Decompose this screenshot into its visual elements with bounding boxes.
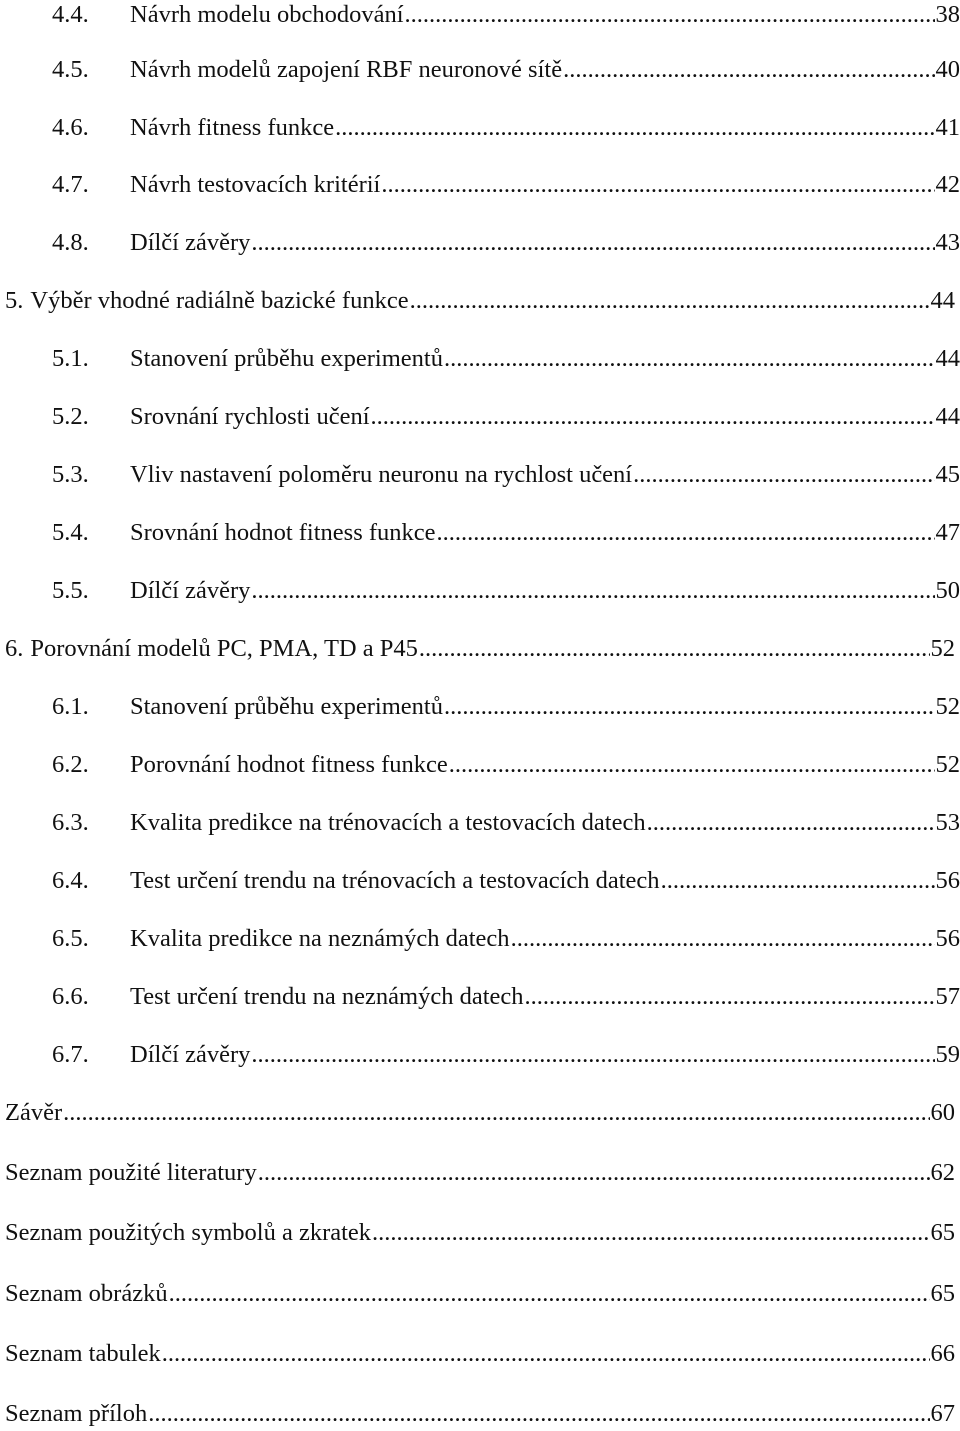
toc-leader-dots xyxy=(633,460,934,490)
toc-entry-number: 4.7. xyxy=(52,171,89,198)
toc-entry-title: Srovnání rychlosti učení xyxy=(130,403,370,430)
toc-entry-title: Seznam použitých symbolů a zkratek xyxy=(5,1219,372,1246)
toc-entry-page: 44 xyxy=(930,287,955,314)
toc-entry-title: Stanovení průběhu experimentů xyxy=(130,345,443,372)
toc-leader-dots xyxy=(410,286,930,316)
toc-entry-number: 6.6. xyxy=(52,983,89,1010)
toc-leader-dots xyxy=(405,0,935,30)
toc-entry-number: 5. xyxy=(5,287,24,314)
toc-entry-title: Dílčí závěry xyxy=(130,577,251,604)
toc-entry[interactable] xyxy=(52,866,960,896)
toc-entry-number: 5.3. xyxy=(52,461,89,488)
toc-entry-title: Porovnání modelů PC, PMA, TD a P45 xyxy=(30,635,418,662)
toc-leader-dots xyxy=(335,113,934,143)
toc-entry[interactable] xyxy=(52,113,960,143)
toc-entry-title: Seznam použité literatury xyxy=(5,1159,257,1186)
toc-entry-title: Výběr vhodné radiálně bazické funkce xyxy=(30,287,409,314)
toc-section-entry[interactable] xyxy=(5,1218,955,1248)
toc-entry[interactable] xyxy=(52,55,960,85)
toc-entry-title: Test určení trendu na trénovacích a testovacích datech xyxy=(130,867,660,894)
toc-entry-page: 65 xyxy=(930,1280,955,1307)
toc-entry-page: 38 xyxy=(935,1,960,28)
toc-entry-number: 6.7. xyxy=(52,1041,89,1068)
toc-leader-dots xyxy=(563,55,934,85)
toc-entry-page: 62 xyxy=(930,1159,955,1186)
toc-section-entry[interactable] xyxy=(5,1399,955,1429)
toc-entry-page: 41 xyxy=(935,114,960,141)
toc-entry-number: 6.1. xyxy=(52,693,89,720)
toc-entry[interactable] xyxy=(52,518,960,548)
toc-section-entry[interactable] xyxy=(5,1279,955,1309)
toc-entry-number: 6.3. xyxy=(52,809,89,836)
toc-entry-page: 67 xyxy=(930,1400,955,1427)
toc-entry-page: 52 xyxy=(935,693,960,720)
toc-entry-title: Vliv nastavení poloměru neuronu na rychlost učení xyxy=(130,461,633,488)
toc-entry-page: 44 xyxy=(935,403,960,430)
toc-leader-dots xyxy=(444,692,935,722)
toc-entry[interactable] xyxy=(52,808,960,838)
toc-entry[interactable] xyxy=(52,460,960,490)
toc-entry-title: Seznam příloh xyxy=(5,1400,148,1427)
toc-leader-dots xyxy=(251,576,934,606)
toc-entry-page: 45 xyxy=(935,461,960,488)
toc-entry-title: Návrh fitness funkce xyxy=(130,114,335,141)
toc-entry-page: 50 xyxy=(935,577,960,604)
toc-section-entry[interactable] xyxy=(5,1158,955,1188)
toc-entry-page: 52 xyxy=(930,635,955,662)
toc-entry-title: Test určení trendu na neznámých datech xyxy=(130,983,524,1010)
toc-entry-title: Dílčí závěry xyxy=(130,1041,251,1068)
toc-entry-page: 57 xyxy=(935,983,960,1010)
toc-entry[interactable] xyxy=(52,576,960,606)
toc-leader-dots xyxy=(63,1098,929,1128)
toc-leader-dots xyxy=(525,982,935,1012)
toc-chapter-entry[interactable] xyxy=(5,634,955,664)
toc-entry[interactable] xyxy=(52,1040,960,1070)
toc-entry-title: Návrh testovacích kritérií xyxy=(130,171,381,198)
toc-entry-number: 5.2. xyxy=(52,403,89,430)
toc-section-entry[interactable] xyxy=(5,1339,955,1369)
toc-leader-dots xyxy=(372,1218,929,1248)
toc-entry[interactable] xyxy=(52,170,960,200)
toc-leader-dots xyxy=(258,1158,930,1188)
toc-entry-title: Návrh modelu obchodování xyxy=(130,1,404,28)
toc-entry-number: 5.4. xyxy=(52,519,89,546)
toc-entry-page: 40 xyxy=(935,56,960,83)
toc-leader-dots xyxy=(381,170,934,200)
toc-entry-number: 4.6. xyxy=(52,114,89,141)
toc-entry[interactable] xyxy=(52,692,960,722)
toc-entry-number: 6.2. xyxy=(52,751,89,778)
toc-entry-number: 4.8. xyxy=(52,229,89,256)
toc-entry[interactable] xyxy=(52,344,960,374)
toc-leader-dots xyxy=(437,518,935,548)
toc-entry-title: Seznam tabulek xyxy=(5,1340,161,1367)
toc-entry-page: 47 xyxy=(935,519,960,546)
toc-leader-dots xyxy=(371,402,935,432)
toc-entry-number: 6.5. xyxy=(52,925,89,952)
toc-entry-page: 59 xyxy=(935,1041,960,1068)
toc-leader-dots xyxy=(162,1339,930,1369)
toc-entry[interactable] xyxy=(52,228,960,258)
toc-entry-title: Srovnání hodnot fitness funkce xyxy=(130,519,436,546)
toc-entry-number: 6. xyxy=(5,635,24,662)
toc-entry-page: 52 xyxy=(935,751,960,778)
toc-entry-page: 53 xyxy=(935,809,960,836)
toc-entry-title: Dílčí závěry xyxy=(130,229,251,256)
toc-leader-dots xyxy=(419,634,930,664)
toc-entry-page: 56 xyxy=(935,925,960,952)
toc-entry-title: Stanovení průběhu experimentů xyxy=(130,693,443,720)
toc-entry-number: 5.1. xyxy=(52,345,89,372)
toc-leader-dots xyxy=(511,924,935,954)
toc-leader-dots xyxy=(169,1279,930,1309)
toc-entry[interactable] xyxy=(52,750,960,780)
toc-entry-title: Seznam obrázků xyxy=(5,1280,168,1307)
toc-entry-title: Kvalita predikce na trénovacích a testovacích datech xyxy=(130,809,646,836)
toc-entry-title: Návrh modelů zapojení RBF neuronové sítě xyxy=(130,56,563,83)
toc-entry-number: 5.5. xyxy=(52,577,89,604)
toc-leader-dots xyxy=(449,750,935,780)
toc-entry-page: 43 xyxy=(935,229,960,256)
toc-entry-page: 42 xyxy=(935,171,960,198)
toc-entry-title: Porovnání hodnot fitness funkce xyxy=(130,751,448,778)
toc-entry-page: 65 xyxy=(930,1219,955,1246)
toc-entry-page: 60 xyxy=(930,1099,955,1126)
toc-leader-dots xyxy=(251,228,934,258)
toc-entry-number: 6.4. xyxy=(52,867,89,894)
toc-entry[interactable] xyxy=(52,402,960,432)
toc-entry-number: 4.4. xyxy=(52,1,89,28)
toc-leader-dots xyxy=(661,866,935,896)
toc-chapter-entry[interactable] xyxy=(5,286,955,316)
toc-leader-dots xyxy=(647,808,935,838)
toc-leader-dots xyxy=(251,1040,934,1070)
toc-section-entry[interactable] xyxy=(5,1098,955,1128)
toc-entry-number: 4.5. xyxy=(52,56,89,83)
toc-entry-page: 56 xyxy=(935,867,960,894)
toc-entry-title: Kvalita predikce na neznámých datech xyxy=(130,925,510,952)
toc-entry[interactable] xyxy=(52,0,960,30)
toc-leader-dots xyxy=(444,344,935,374)
toc-entry-page: 44 xyxy=(935,345,960,372)
toc-leader-dots xyxy=(148,1399,929,1429)
toc-entry[interactable] xyxy=(52,924,960,954)
toc-entry-title: Závěr xyxy=(5,1099,63,1126)
toc-entry-page: 66 xyxy=(930,1340,955,1367)
toc-entry[interactable] xyxy=(52,982,960,1012)
